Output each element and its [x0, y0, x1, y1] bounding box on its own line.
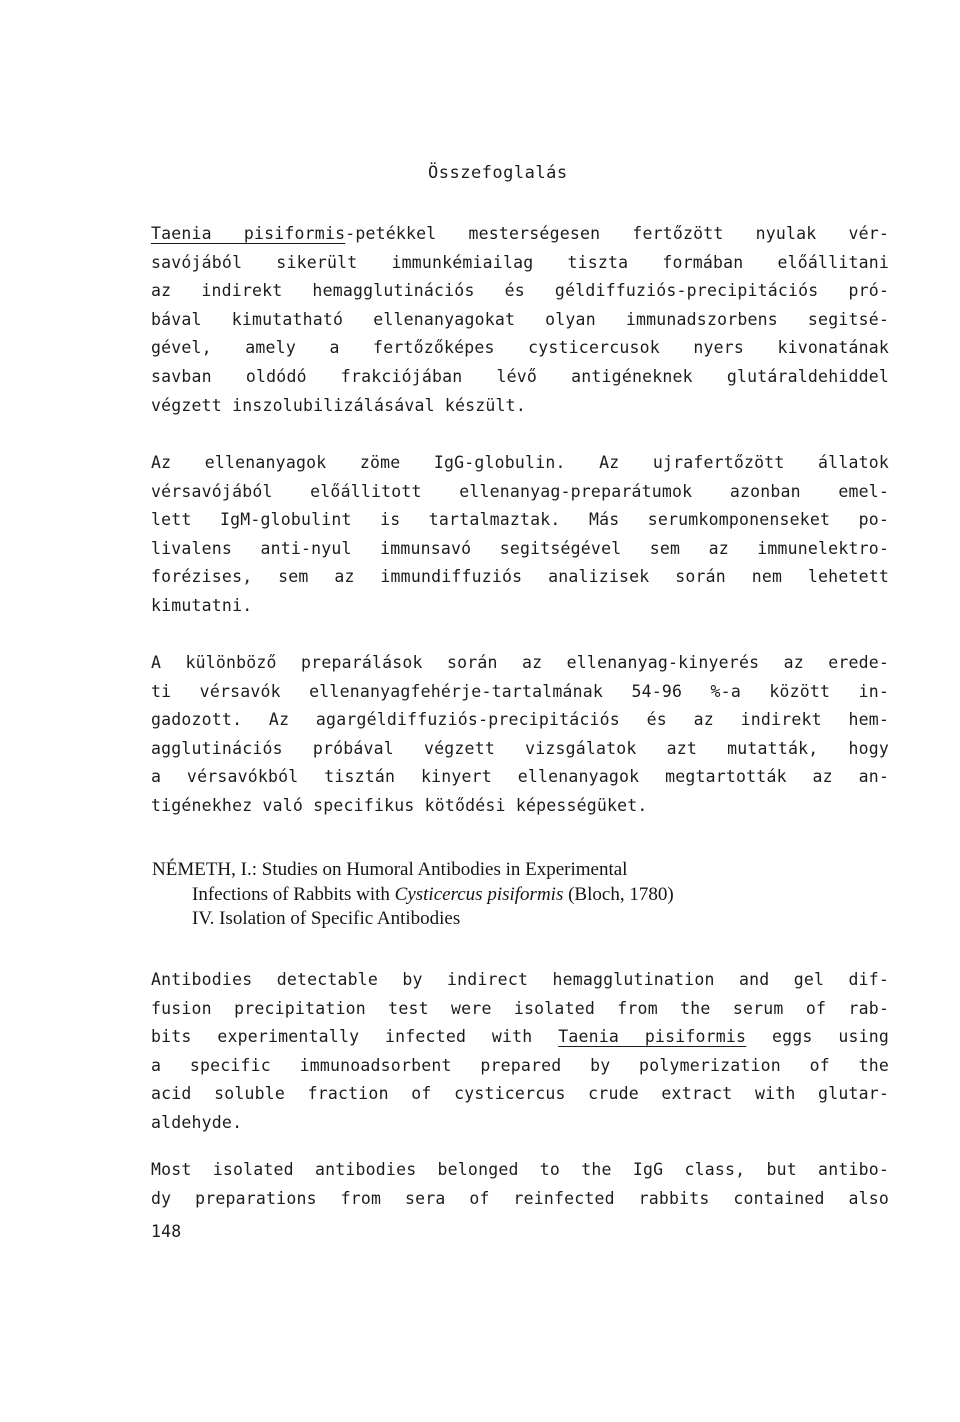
species-name: Taenia pisiformis	[558, 1027, 747, 1047]
title-line: NÉMETH, I.: Studies on Humoral Antibodies in Experimental	[152, 859, 628, 880]
title-line: IV. Isolation of Specific Antibodies	[192, 908, 461, 929]
text-line: dy preparations from sera of reinfected rabbits contained also	[151, 1188, 889, 1208]
summary-heading: Összefoglalás	[428, 163, 568, 183]
title-line: Infections of Rabbits with Cysticercus pisiformis (Bloch, 1780)	[192, 883, 674, 905]
text-line: livalens anti-nyul immunsavó segitségével sem az immunelektro-	[151, 538, 889, 558]
text-line: aldehyde.	[151, 1112, 243, 1132]
text-line: fusion precipitation test were isolated from the serum of rab-	[151, 998, 889, 1018]
text-line: ti vérsavók ellenanyagfehérje-tartalmának 54-96 %-a között in-	[151, 681, 889, 701]
text-line: bával kimutatható ellenanyagokat olyan immunadszorbens segitsé-	[151, 309, 889, 329]
text-line: Taenia pisiformis-petékkel mesterségesen fertőzött nyulak vér-	[151, 224, 889, 243]
page-number: 148	[151, 1222, 182, 1241]
text-line: vérsavójából előállitott ellenanyag-preparátumok azonban emel-	[151, 481, 889, 501]
text-line: agglutinációs próbával végzett vizsgálatok azt mutatták, hogy	[151, 738, 889, 758]
text-line: gével, amely a fertőzőképes cysticercusok nyers kivonatának	[151, 338, 889, 358]
hungarian-summary-paragraph-1	[151, 220, 889, 420]
text-line: gadozott. Az agargéldiffuziós-precipitációs és az indirekt hem-	[151, 710, 889, 730]
english-summary-paragraph-1	[151, 966, 889, 1138]
text-line: a specific immunoadsorbent prepared by polymerization of the	[151, 1055, 889, 1075]
text-line: végzett inszolubilizálásával készült.	[151, 395, 526, 415]
text-line: A különböző preparálások során az ellenanyag-kinyerés az erede-	[151, 653, 889, 672]
text-line: a vérsavókból tisztán kinyert ellenanyagok megtartották az an-	[151, 767, 889, 787]
text-line: az indirekt hemagglutinációs és géldiffuziós-precipitációs pró-	[151, 281, 889, 301]
text-line: savban oldódó frakciójában lévő antigéneknek glutáraldehiddel	[151, 366, 889, 386]
text-line: Antibodies detectable by indirect hemagglutination and gel dif-	[151, 970, 889, 989]
text-line: savójából sikerült immunkémiailag tiszta formában előállitani	[151, 252, 889, 272]
text-line: tigénekhez való specifikus kötődési képességüket.	[151, 795, 648, 815]
text-line: Most isolated antibodies belonged to the IgG class, but antibo-	[151, 1160, 889, 1179]
text-line: acid soluble fraction of cysticercus crude extract with glutar-	[151, 1084, 889, 1104]
english-summary-paragraph-2	[151, 1156, 889, 1213]
text-line: lett IgM-globulint is tartalmaztak. Más serumkomponenseket po-	[151, 510, 889, 530]
species-name: Taenia pisiformis	[151, 224, 346, 243]
hungarian-summary-paragraph-3	[151, 649, 889, 821]
text-line: kimutatni.	[151, 595, 253, 615]
hungarian-summary-paragraph-2	[151, 449, 889, 621]
text-line: bits experimentally infected with Taenia pisiformis eggs using	[151, 1027, 889, 1047]
english-article-title	[152, 858, 792, 932]
text-line: Az ellenanyagok zöme IgG-globulin. Az ujrafertőzött állatok	[151, 453, 889, 472]
text-line: forézises, sem az immundiffuziós analizisek során nem lehetett	[151, 567, 889, 587]
species-name: Cysticercus pisiformis	[394, 883, 564, 905]
